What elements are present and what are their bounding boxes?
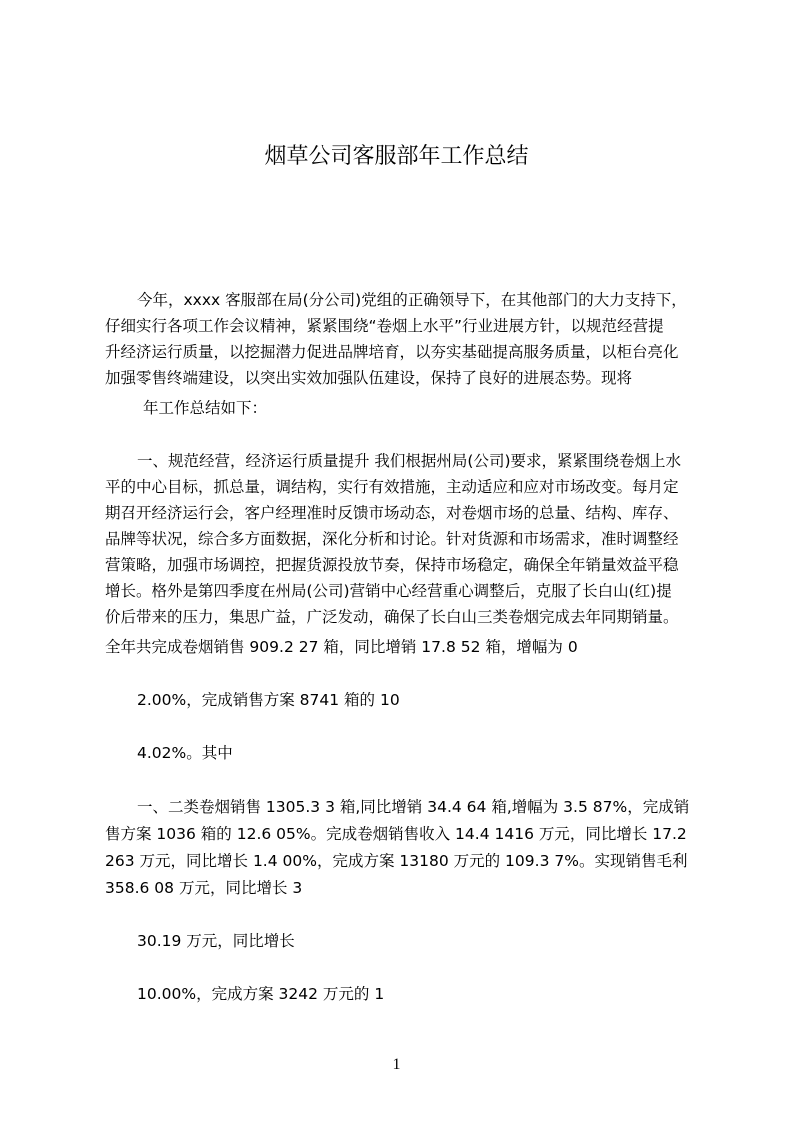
- section1-line-5: 营策略，加强市场调控，把握货源投放节奏，保持市场稳定，确保全年销量效益平稳: [105, 556, 679, 574]
- section2-line-1: 一、二类卷烟销售 1305.3 3 箱,同比增销 34.4 64 箱,增幅为 3.5 87%，完成销: [137, 798, 690, 816]
- fragment-line-1: 2.00%，完成销售方案 8741 箱的 10: [137, 691, 400, 709]
- fragment-line-3: 30.19 万元，同比增长: [137, 932, 295, 950]
- section1-line-4: 品牌等状况，综合多方面数据，深化分析和讨论。针对货源和市场需求，准时调整经: [105, 530, 679, 548]
- page-number: 1: [392, 1056, 401, 1073]
- section1-line-8: 全年共完成卷烟销售 909.2 27 箱，同比增销 17.8 52 箱，增幅为 0: [105, 638, 578, 656]
- section2-line-2: 售方案 1036 箱的 12.6 05%。完成卷烟销售收入 14.4 1416 万元，同比增长 17.2: [105, 825, 687, 843]
- intro-line-5: 年工作总结如下：: [143, 399, 268, 417]
- document-title: 烟草公司客服部年工作总结: [264, 144, 529, 169]
- section1-line-3: 期召开经济运行会，客户经理准时反馈市场动态，对卷烟市场的总量、结构、库存、: [105, 504, 679, 522]
- section2-line-3: 263 万元，同比增长 1.4 00%，完成方案 13180 万元的 109.3 7%。实现销售毛利: [105, 852, 688, 870]
- section2-line-4: 358.6 08 万元，同比增长 3: [105, 879, 303, 897]
- intro-line-4: 加强零售终端建设，以突出实效加强队伍建设，保持了良好的进展态势。现将: [105, 369, 633, 387]
- section1-line-7: 价后带来的压力，集思广益，广泛发动，确保了长白山三类卷烟完成去年同期销量。: [105, 608, 679, 626]
- intro-line-2: 仔细实行各项工作会议精神，紧紧围绕“卷烟上水平”行业进展方针，以规范经营提: [105, 317, 664, 335]
- section1-line-1: 一、规范经营，经济运行质量提升 我们根据州局(公司)要求，紧紧围绕卷烟上水: [137, 452, 682, 470]
- intro-line-1: 今年，xxxx 客服部在局(分公司)党组的正确领导下，在其他部门的大力支持下，: [137, 291, 687, 309]
- intro-line-3: 升经济运行质量，以挖掘潜力促进品牌培育，以夯实基础提高服务质量，以柜台亮化: [105, 343, 679, 361]
- fragment-line-2: 4.02%。其中: [137, 744, 233, 762]
- section1-line-6: 增长。格外是第四季度在州局(公司)营销中心经营重心调整后，克服了长白山(红)提: [105, 582, 672, 600]
- fragment-line-4: 10.00%，完成方案 3242 万元的 1: [137, 985, 385, 1003]
- section1-line-2: 平的中心目标，抓总量，调结构，实行有效措施，主动适应和应对市场改变。每月定: [105, 478, 679, 496]
